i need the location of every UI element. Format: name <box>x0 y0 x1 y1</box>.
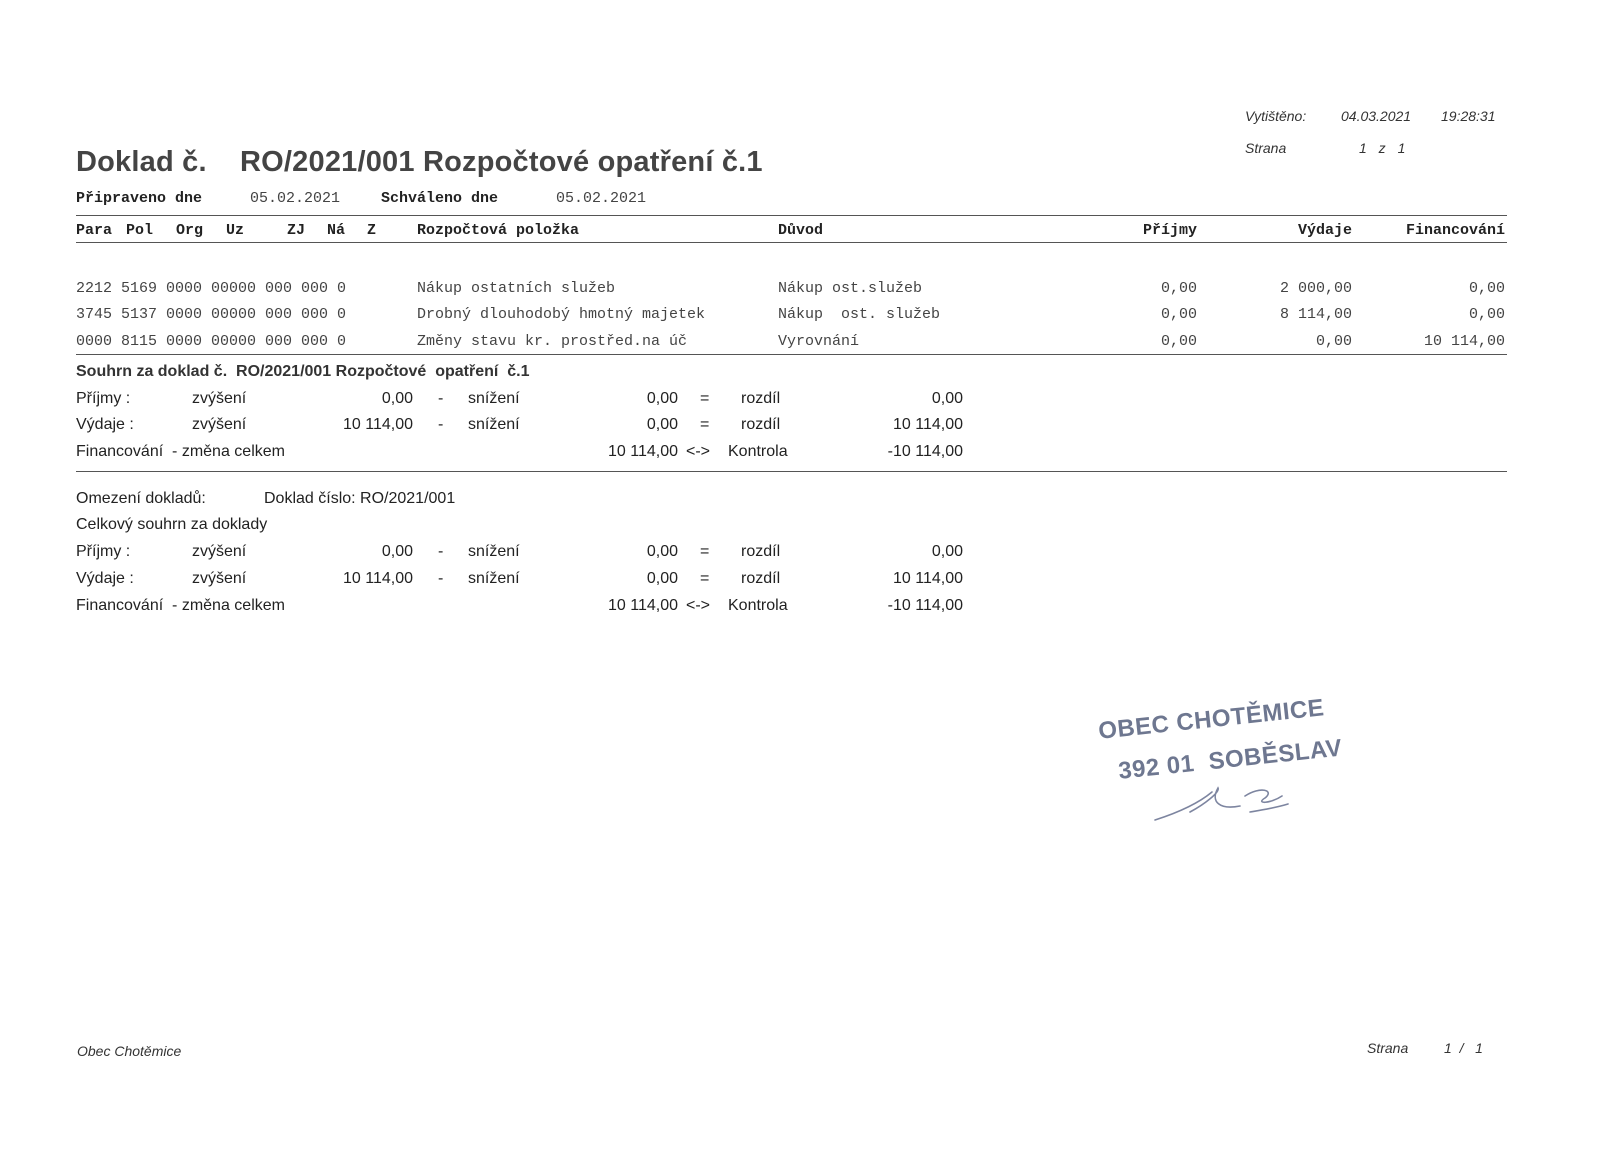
printed-time: 19:28:31 <box>1441 108 1496 124</box>
row-reason: Nákup ost. služeb <box>778 306 941 323</box>
summary-expense-diff-label: rozdíl <box>741 416 781 433</box>
summary-expense-dec-label: snížení <box>468 416 520 433</box>
total-income-label: Příjmy : <box>76 543 131 560</box>
total-income-dec: 0,00 <box>646 543 678 560</box>
total-expense-dec: 0,00 <box>646 570 678 587</box>
row-reason: Vyrovnání <box>778 333 860 350</box>
total-financing-arrow: <-> <box>686 597 711 614</box>
summary-income-diff-label: rozdíl <box>741 390 781 407</box>
summary-expense-inc-label: zvýšení <box>192 416 247 433</box>
summary-income-eq: = <box>700 390 710 407</box>
prepared-date: 05.02.2021 <box>250 190 341 207</box>
row-item: Drobný dlouhodobý hmotný majetek <box>417 306 706 323</box>
row-codes: 0000 8115 0000 00000 000 000 0 <box>76 333 347 350</box>
prepared-label: Připraveno dne <box>76 190 203 207</box>
row-expense: 8 114,00 <box>1279 306 1352 323</box>
total-income-eq: = <box>700 543 710 560</box>
total-expense-inc-label: zvýšení <box>192 570 247 587</box>
header-top-rule <box>76 215 1507 216</box>
total-expense-dec-label: snížení <box>468 570 520 587</box>
total-income-dec-label: snížení <box>468 543 520 560</box>
approved-label: Schváleno dne <box>381 190 499 207</box>
total-control-value: -10 114,00 <box>887 597 963 614</box>
row-item: Změny stavu kr. prostřed.na úč <box>417 333 688 350</box>
summary-expense-eq: = <box>700 416 710 433</box>
document-title: RO/2021/001 Rozpočtové opatření č.1 <box>240 146 763 178</box>
total-financing-label: Financování - změna celkem <box>76 597 285 614</box>
row-income: 0,00 <box>1160 306 1197 323</box>
total-expense-label: Výdaje : <box>76 570 134 587</box>
col-uz: Uz <box>226 222 245 239</box>
restriction-value: Doklad číslo: RO/2021/001 <box>264 490 456 507</box>
summary-financing-value: 10 114,00 <box>608 443 678 460</box>
summary-title: Souhrn za doklad č. RO/2021/001 Rozpočtové opatření č.1 <box>76 363 530 380</box>
row-reason: Nákup ost.služeb <box>778 280 923 297</box>
col-z: Z <box>367 222 377 239</box>
summary-expense-inc: 10 114,00 <box>343 416 413 433</box>
col-item: Rozpočtová položka <box>417 222 580 239</box>
summary-income-dec: 0,00 <box>646 390 678 407</box>
summary-expense-dec: 0,00 <box>646 416 678 433</box>
col-na: Ná <box>327 222 346 239</box>
col-zj: ZJ <box>287 222 306 239</box>
total-income-diff: 0,00 <box>931 543 963 560</box>
signature-mark <box>1150 782 1300 827</box>
row-expense: 2 000,00 <box>1279 280 1352 297</box>
total-income-diff-label: rozdíl <box>741 543 781 560</box>
row-expense: 0,00 <box>1315 333 1352 350</box>
footer-page-value: 1 / 1 <box>1444 1040 1483 1056</box>
summary-divider <box>76 471 1507 472</box>
document-label: Doklad č. <box>76 146 207 178</box>
row-income: 0,00 <box>1160 280 1197 297</box>
total-expense-diff: 10 114,00 <box>893 570 963 587</box>
printed-label: Vytištěno: <box>1245 108 1307 124</box>
summary-financing-arrow: <-> <box>686 443 711 460</box>
summary-income-minus: - <box>438 390 444 407</box>
row-income: 0,00 <box>1160 333 1197 350</box>
col-org: Org <box>176 222 204 239</box>
row-codes: 2212 5169 0000 00000 000 000 0 <box>76 280 347 297</box>
summary-control-value: -10 114,00 <box>887 443 963 460</box>
total-income-inc: 0,00 <box>381 543 413 560</box>
total-income-minus: - <box>438 543 444 560</box>
header-bottom-rule <box>76 242 1507 243</box>
summary-control-label: Kontrola <box>728 443 788 460</box>
approved-date: 05.02.2021 <box>556 190 647 207</box>
summary-income-inc-label: zvýšení <box>192 390 247 407</box>
col-para: Para <box>76 222 113 239</box>
total-expense-inc: 10 114,00 <box>343 570 413 587</box>
total-control-label: Kontrola <box>728 597 788 614</box>
row-financing: 10 114,00 <box>1423 333 1505 350</box>
total-expense-diff-label: rozdíl <box>741 570 781 587</box>
total-income-inc-label: zvýšení <box>192 543 247 560</box>
summary-financing-label: Financování - změna celkem <box>76 443 285 460</box>
summary-income-inc: 0,00 <box>381 390 413 407</box>
total-summary-title: Celkový souhrn za doklady <box>76 516 268 533</box>
row-financing: 0,00 <box>1468 280 1505 297</box>
row-financing: 0,00 <box>1468 306 1505 323</box>
page-top-label: Strana <box>1245 140 1287 156</box>
col-pol: Pol <box>126 222 154 239</box>
footer-page-label: Strana <box>1367 1040 1409 1056</box>
col-expense: Výdaje <box>1297 222 1352 239</box>
total-expense-minus: - <box>438 570 444 587</box>
total-financing-value: 10 114,00 <box>608 597 678 614</box>
summary-income-label: Příjmy : <box>76 390 131 407</box>
total-expense-eq: = <box>700 570 710 587</box>
summary-expense-minus: - <box>438 416 444 433</box>
summary-expense-diff: 10 114,00 <box>893 416 963 433</box>
page-top-value: 1 z 1 <box>1359 140 1406 156</box>
restriction-label: Omezení dokladů: <box>76 490 206 507</box>
summary-income-diff: 0,00 <box>931 390 963 407</box>
row-codes: 3745 5137 0000 00000 000 000 0 <box>76 306 347 323</box>
summary-expense-label: Výdaje : <box>76 416 134 433</box>
summary-income-dec-label: snížení <box>468 390 520 407</box>
col-reason: Důvod <box>778 222 824 239</box>
printed-date: 04.03.2021 <box>1341 108 1412 124</box>
col-income: Příjmy <box>1142 222 1197 239</box>
stamp-line2: 392 01 SOBĚSLAV <box>1117 734 1344 785</box>
row-item: Nákup ostatních služeb <box>417 280 616 297</box>
col-financing: Financování <box>1405 222 1505 239</box>
stamp-line1: OBEC CHOTĚMICE <box>1097 694 1326 745</box>
table-bottom-rule <box>76 354 1507 355</box>
footer-org: Obec Chotěmice <box>77 1043 182 1059</box>
